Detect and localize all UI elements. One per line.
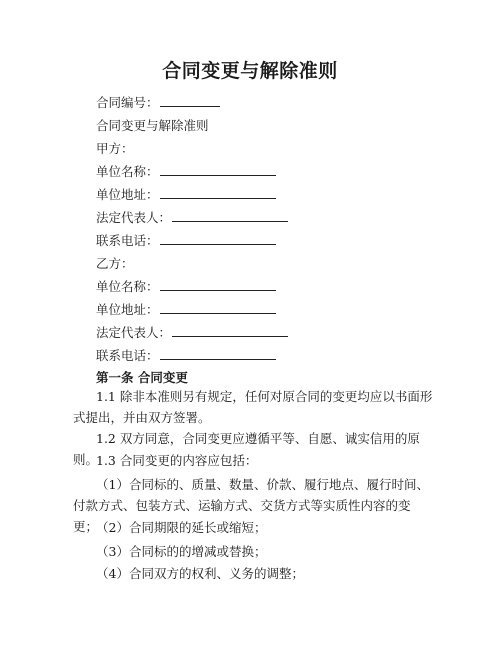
party-a-unit-name-blank bbox=[160, 164, 276, 176]
clause-1-3-item-3: （3）合同标的的增减或替换； bbox=[96, 544, 267, 559]
party-b-unit-address-label: 单位地址： bbox=[96, 302, 159, 317]
party-a-unit-address-blank bbox=[160, 187, 276, 199]
party-b-heading: 乙方： bbox=[96, 256, 134, 271]
document-title: 合同变更与解除准则 bbox=[162, 60, 338, 82]
party-b-legal-rep-blank bbox=[172, 325, 288, 337]
party-b-phone-label: 联系电话： bbox=[96, 348, 159, 363]
party-b-phone-blank bbox=[160, 348, 276, 360]
clause-1-3-item-2: （2）合同期限的延长或缩短； bbox=[96, 520, 267, 535]
party-a-legal-rep-label: 法定代表人： bbox=[96, 210, 172, 225]
party-a-heading: 甲方： bbox=[96, 141, 134, 156]
party-b-legal-rep-row bbox=[96, 325, 288, 341]
clause-1-3-item-4: （4）合同双方的权利、义务的调整； bbox=[96, 566, 304, 581]
party-b-unit-name-row bbox=[96, 279, 276, 295]
party-b-phone-row bbox=[96, 348, 276, 364]
party-a-phone-label: 联系电话： bbox=[96, 233, 159, 248]
party-a-legal-rep-row bbox=[96, 210, 288, 226]
document-subtitle: 合同变更与解除准则 bbox=[96, 118, 209, 133]
contract-number-blank bbox=[160, 95, 220, 107]
party-a-phone-row bbox=[96, 233, 276, 249]
party-a-phone-blank bbox=[160, 233, 276, 245]
party-a-unit-address-label: 单位地址： bbox=[96, 187, 159, 202]
party-b-unit-name-blank bbox=[160, 279, 276, 291]
party-a-legal-rep-blank bbox=[172, 210, 288, 222]
contract-number-label: 合同编号： bbox=[96, 95, 159, 110]
party-b-unit-address-row bbox=[96, 302, 276, 318]
clause-1-3: 1.3 合同变更的内容应包括： bbox=[96, 453, 258, 468]
article-1-heading: 第一条 合同变更 bbox=[96, 370, 188, 385]
party-a-unit-address-row bbox=[96, 187, 276, 203]
clause-1-2: 1.2 双方同意，合同变更应遵循平等、自愿、诚实信用的原则。 bbox=[73, 431, 420, 467]
party-a-unit-name-label: 单位名称： bbox=[96, 164, 159, 179]
clause-1-3-item-1: （1）合同标的、质量、数量、价款、履行地点、履行时间、付款方式、包装方式、运输方式、交货方式等实质性内容的变更； bbox=[73, 477, 429, 534]
party-a-unit-name-row bbox=[96, 164, 276, 180]
clause-1-1: 1.1 除非本准则另有规定，任何对原合同的变更均应以书面形式提出，并由双方签署。 bbox=[73, 389, 433, 425]
contract-number-row bbox=[96, 95, 220, 111]
party-b-unit-address-blank bbox=[160, 302, 276, 314]
party-b-legal-rep-label: 法定代表人： bbox=[96, 325, 172, 340]
party-b-unit-name-label: 单位名称： bbox=[96, 279, 159, 294]
